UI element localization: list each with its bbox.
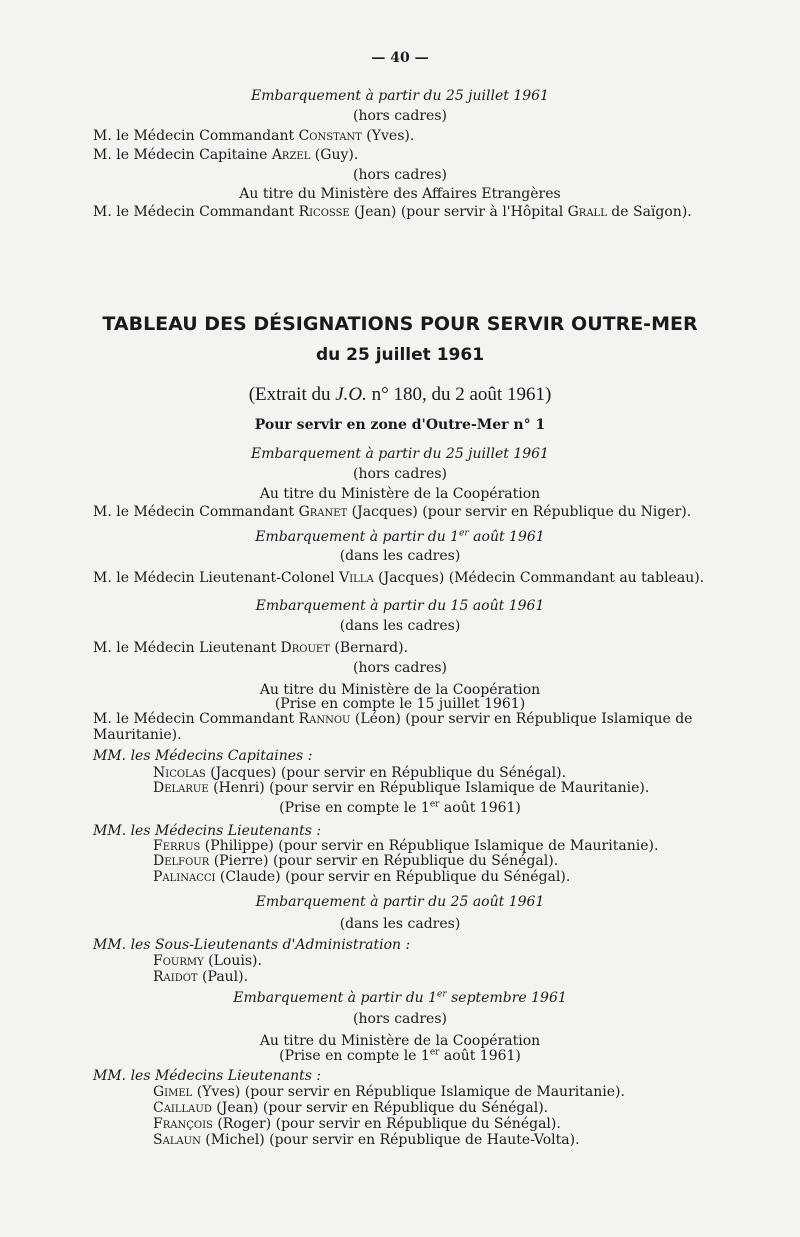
text: (Jacques) (Médecin Commandant au tableau). [373, 570, 705, 586]
surname: Arzel [271, 147, 311, 163]
text: (Prise en compte le 1 [279, 800, 430, 816]
text: (Michel) (pour servir en République de Haute-Volta). [200, 1132, 580, 1148]
text: (Prise en compte le 1 [279, 1048, 430, 1064]
surname: Palinacci [153, 869, 216, 885]
text: (Jean) (pour servir en République du Sénégal). [211, 1100, 549, 1116]
surname: Raidot [153, 969, 198, 985]
embarkation-date: Embarquement à partir du 25 août 1961 [255, 894, 545, 910]
status-line: (dans les cadres) [339, 548, 461, 564]
extract-reference [0, 384, 800, 406]
text: (Léon) (pour servir en République Islamique de [350, 711, 693, 727]
text: (Bernard). [329, 640, 409, 656]
page-number: — 40 — [371, 50, 429, 66]
list-item [153, 853, 558, 870]
prise-line [0, 800, 800, 817]
embarkation-date: Embarquement à partir du 25 juillet 1961 [251, 446, 549, 462]
title-date: du 25 juillet 1961 [315, 345, 485, 365]
prise-line [0, 1048, 800, 1065]
list-item [153, 969, 248, 986]
entry-line [93, 504, 691, 521]
embarkation-date: Embarquement à partir du 15 août 1961 [255, 598, 545, 614]
text: août 1961) [439, 1048, 521, 1064]
text: M. le Médecin Commandant [93, 711, 299, 727]
list-item [153, 869, 570, 886]
status-line: (dans les cadres) [339, 916, 461, 932]
text: (Guy). [310, 147, 359, 163]
text: (Claude) (pour servir en République du Sénégal). [215, 869, 571, 885]
entry-continuation: Mauritanie). [93, 727, 182, 743]
surname: Ricosse [298, 204, 350, 220]
text: (Yves). [361, 128, 415, 144]
text: (Louis). [203, 953, 262, 969]
text: (Yves) (pour servir en République Islamique de Mauritanie). [192, 1084, 625, 1100]
group-heading: MM. les Médecins Lieutenants : [93, 823, 322, 839]
text: Embarquement à partir du 1 [255, 529, 460, 545]
text: n° 180, du 2 août 1961) [366, 384, 552, 405]
list-item [153, 1084, 625, 1101]
text: (Jean) (pour servir à l'Hôpital [349, 204, 568, 220]
embarkation-date [0, 990, 800, 1007]
list-item [153, 1132, 580, 1149]
group-heading: MM. les Médecins Capitaines : [93, 748, 313, 764]
text: (Jacques) (pour servir en République du Sénégal). [205, 765, 567, 781]
embarkation-date [0, 529, 800, 546]
entry-line [93, 147, 358, 164]
surname: Fourmy [153, 953, 204, 969]
superscript: er [429, 799, 440, 810]
superscript: er [429, 1047, 440, 1058]
text: (Henri) (pour servir en République Islamique de Mauritanie). [208, 780, 650, 796]
text: M. le Médecin Commandant [93, 504, 299, 520]
surname: Caillaud [153, 1100, 212, 1116]
surname: Delarue [153, 780, 209, 796]
text: (Paul). [197, 969, 249, 985]
ministry-line: Au titre du Ministère de la Coopération [259, 1033, 541, 1049]
surname: Grall [567, 204, 607, 220]
surname: François [153, 1116, 213, 1132]
text: août 1961) [439, 800, 521, 816]
entry-line [93, 640, 408, 657]
surname: Drouet [280, 640, 330, 656]
surname: Villa [339, 570, 374, 586]
ministry-line: Au titre du Ministère de la Coopération [259, 682, 541, 698]
zone-heading: Pour servir en zone d'Outre-Mer n° 1 [254, 417, 546, 433]
status-line: (hors cadres) [352, 108, 447, 124]
list-item [153, 953, 262, 970]
surname: Nicolas [153, 765, 206, 781]
text: M. le Médecin Lieutenant [93, 640, 281, 656]
text: (Philippe) (pour servir en République Islamique de Mauritanie). [200, 838, 659, 854]
surname: Granet [298, 504, 348, 520]
text: (Roger) (pour servir en République du Sénégal). [212, 1116, 561, 1132]
status-line: (hors cadres) [352, 1011, 447, 1027]
list-item [153, 1100, 548, 1117]
text: M. le Médecin Commandant [93, 128, 299, 144]
status-line: (hors cadres) [352, 167, 447, 183]
text: M. le Médecin Commandant [93, 204, 299, 220]
surname: Gimel [153, 1084, 193, 1100]
text: M. le Médecin Capitaine [93, 147, 272, 163]
group-heading: MM. les Sous-Lieutenants d'Administration : [93, 937, 411, 953]
text: août 1961 [468, 529, 545, 545]
status-line: (dans les cadres) [339, 618, 461, 634]
entry-line [93, 570, 704, 587]
text: (Extrait du [248, 384, 336, 405]
surname: Delfour [153, 853, 210, 869]
entry-line [93, 204, 692, 221]
surname: Salaun [153, 1132, 201, 1148]
list-item [153, 1116, 561, 1133]
superscript: er [437, 989, 447, 1000]
surname: Rannou [298, 711, 351, 727]
status-line: (hors cadres) [352, 466, 447, 482]
ministry-line: Au titre du Ministère des Affaires Etrangères [239, 186, 561, 202]
text: J.O. [335, 384, 367, 405]
surname: Ferrus [153, 838, 201, 854]
page-title: TABLEAU DES DÉSIGNATIONS POUR SERVIR OUTRE-MER [102, 313, 698, 335]
group-heading: MM. les Médecins Lieutenants : [93, 1068, 322, 1084]
text: Embarquement à partir du 1 [233, 990, 438, 1006]
superscript: er [459, 528, 469, 539]
text: de Saïgon). [606, 204, 692, 220]
prise-line: (Prise en compte le 15 juillet 1961) [274, 696, 526, 712]
ministry-line: Au titre du Ministère de la Coopération [259, 486, 541, 502]
entry-line [93, 711, 692, 728]
text: (Jacques) (pour servir en République du Niger). [347, 504, 692, 520]
text: (Pierre) (pour servir en République du Sénégal). [209, 853, 559, 869]
text: septembre 1961 [446, 990, 567, 1006]
status-line: (hors cadres) [352, 660, 447, 676]
text: M. le Médecin Lieutenant-Colonel [93, 570, 340, 586]
entry-line [93, 128, 414, 145]
embarkation-date: Embarquement à partir du 25 juillet 1961 [251, 88, 549, 104]
surname: Constant [298, 128, 362, 144]
list-item [153, 780, 649, 797]
